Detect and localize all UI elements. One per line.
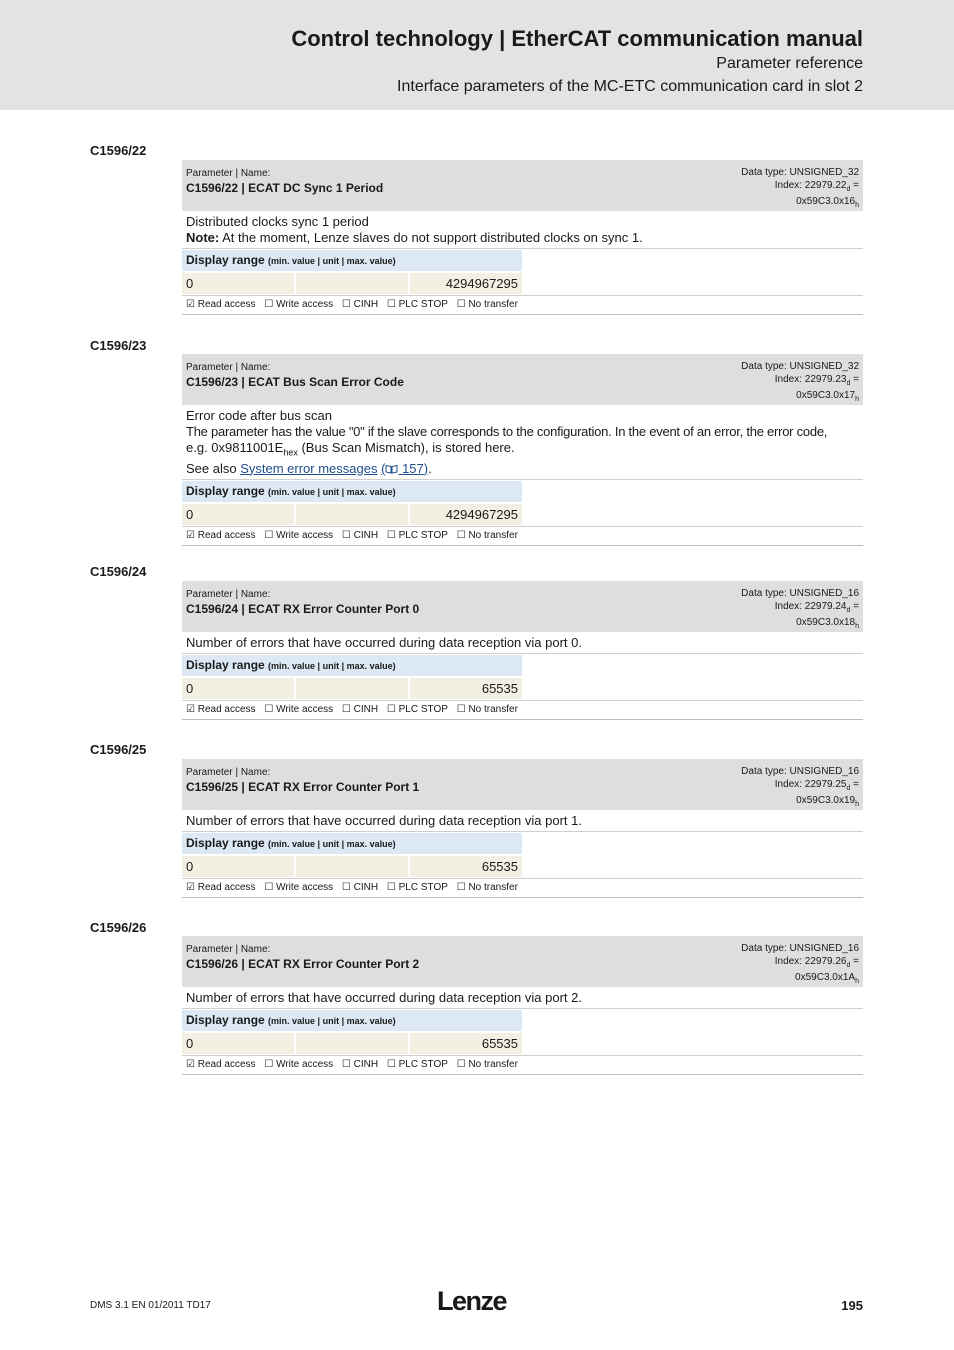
cinh-flag: ☐ CINH (341, 299, 379, 310)
max-value: 65535 (410, 856, 522, 877)
desc-line: The parameter has the value "0" if the slave corresponds to the configuration. In the event of an error, the error code, (186, 424, 828, 439)
max-value: 65535 (410, 1033, 522, 1054)
no-transfer-flag: ☐ No transfer (456, 529, 518, 541)
param-description (182, 632, 863, 654)
data-type: Data type: UNSIGNED_32 (741, 167, 859, 178)
display-range-title: Display range (min. value | unit | max. value) (182, 1010, 522, 1031)
data-type: Data type: UNSIGNED_16 (741, 588, 859, 599)
data-type: Data type: UNSIGNED_16 (741, 766, 859, 777)
param-name: C1596/23 | ECAT Bus Scan Error Code (186, 375, 404, 389)
unit-value (296, 273, 408, 294)
plc-stop-flag: ☐ PLC STOP (386, 299, 448, 310)
unit-value (296, 504, 408, 525)
max-value: 4294967295 (410, 504, 522, 525)
display-range (182, 480, 863, 527)
index-hex: 0x59C3.0x1A (795, 972, 856, 983)
unit-value (296, 678, 408, 699)
param-name: C1596/22 | ECAT DC Sync 1 Period (186, 181, 384, 195)
see-also-line: See also System error messages ( 157). (186, 460, 432, 476)
read-access-flag: ☑ Read access (186, 882, 256, 893)
data-type: Data type: UNSIGNED_32 (741, 361, 859, 372)
display-range (182, 832, 863, 879)
access-flags (182, 527, 863, 546)
desc-line: e.g. $0x9811001E_{hex}$ (Bus Scan Mismatch), is stored here. (186, 440, 515, 458)
param-description (182, 987, 863, 1009)
access-flags (182, 1056, 863, 1075)
chapter-title: Parameter reference (716, 55, 863, 72)
index-dec: Index: 22979.24 (774, 600, 847, 612)
desc-line: Number of errors that have occurred during data reception via port 2. (186, 990, 582, 1005)
plc-stop-flag: ☐ PLC STOP (386, 529, 448, 541)
param-name: C1596/26 | ECAT RX Error Counter Port 2 (186, 957, 420, 971)
index-dec: Index: 22979.25 (774, 778, 847, 790)
display-range-title: Display range (min. value | unit | max. value) (182, 250, 522, 271)
max-value: 4294967295 (410, 273, 522, 294)
lenze-logo (437, 1287, 517, 1315)
index-dec: Index: 22979.22 (774, 179, 847, 191)
page-header (0, 0, 954, 110)
note-line (186, 230, 859, 246)
data-type-info: Data type: UNSIGNED_32 Index: $22979.22_d$ = $0x59C3.0x16_h$ (741, 167, 859, 209)
param-description (182, 211, 863, 249)
param-label: Parameter | Name: (186, 944, 271, 955)
param-table (182, 581, 863, 720)
no-transfer-flag: ☐ No transfer (456, 299, 518, 310)
data-type-info: Data type: UNSIGNED_16 Index: $22979.26_d$ = $0x59C3.0x1A_h$ (741, 943, 859, 985)
no-transfer-flag: ☐ No transfer (456, 1059, 518, 1070)
display-range (182, 1009, 863, 1056)
min-value: 0 (182, 678, 294, 699)
display-range (182, 249, 863, 296)
min-value: 0 (182, 504, 294, 525)
write-access-flag: ☐ Write access (264, 882, 334, 893)
page-reference-link[interactable]: ( 157) (381, 460, 429, 476)
access-flags (182, 296, 863, 315)
param-label: Parameter | Name: (186, 168, 271, 179)
cinh-flag: ☐ CINH (341, 1059, 379, 1070)
param-table (182, 354, 863, 546)
param-label: Parameter | Name: (186, 767, 271, 778)
display-range-title: Display range (min. value | unit | max. value) (182, 481, 522, 502)
param-header (182, 354, 863, 405)
data-type-info: Data type: UNSIGNED_16 Index: $22979.25_d$ = $0x59C3.0x19_h$ (741, 766, 859, 808)
cinh-flag: ☐ CINH (341, 529, 379, 541)
index-hex: 0x59C3.0x19 (796, 795, 856, 806)
param-header (182, 759, 863, 810)
manual-title: Control technology | EtherCAT communication manual (291, 26, 863, 51)
section-code: C1596/23 (90, 338, 147, 353)
desc-line: Number of errors that have occurred during data reception via port 1. (186, 813, 582, 828)
cinh-flag: ☐ CINH (341, 882, 379, 893)
write-access-flag: ☐ Write access (264, 704, 334, 715)
min-value: 0 (182, 1033, 294, 1054)
document-id: DMS 3.1 EN 01/2011 TD17 (90, 1300, 211, 1311)
section-code: C1596/26 (90, 920, 147, 935)
display-range (182, 654, 863, 701)
min-value: 0 (182, 856, 294, 877)
unit-value (296, 1033, 408, 1054)
param-header (182, 936, 863, 987)
plc-stop-flag: ☐ PLC STOP (386, 704, 448, 715)
data-type: Data type: UNSIGNED_16 (741, 943, 859, 954)
param-table (182, 759, 863, 898)
min-value: 0 (182, 273, 294, 294)
cinh-flag: ☐ CINH (341, 704, 379, 715)
unit-value (296, 856, 408, 877)
param-header (182, 581, 863, 632)
param-label: Parameter | Name: (186, 362, 271, 373)
desc-line: Number of errors that have occurred during data reception via port 0. (186, 635, 582, 650)
system-error-messages-link[interactable]: System error messages (240, 460, 378, 476)
data-type-info: Data type: UNSIGNED_16 Index: $22979.24_d$ = $0x59C3.0x18_h$ (741, 588, 859, 630)
param-table (182, 160, 863, 315)
section-code: C1596/22 (90, 143, 147, 158)
param-description (182, 405, 863, 480)
data-type-info: Data type: UNSIGNED_32 Index: $22979.23_d$ = $0x59C3.0x17_h$ (741, 361, 859, 403)
section-title: Interface parameters of the MC-ETC communication card in slot 2 (397, 78, 863, 95)
read-access-flag: ☑ Read access (186, 1059, 256, 1070)
read-access-flag: ☑ Read access (186, 704, 256, 715)
write-access-flag: ☐ Write access (264, 1059, 334, 1070)
index-hex: 0x59C3.0x17 (796, 390, 856, 401)
param-label: Parameter | Name: (186, 589, 271, 600)
access-flags (182, 879, 863, 898)
note-label: Note: (186, 230, 220, 245)
desc-line: Error code after bus scan (186, 408, 332, 423)
plc-stop-flag: ☐ PLC STOP (386, 882, 448, 893)
index-hex: 0x59C3.0x18 (796, 617, 856, 628)
read-access-flag: ☑ Read access (186, 299, 256, 310)
index-dec: Index: 22979.23 (774, 373, 847, 385)
display-range-title: Display range (min. value | unit | max. value) (182, 655, 522, 676)
access-flags (182, 701, 863, 720)
param-name: C1596/24 | ECAT RX Error Counter Port 0 (186, 602, 420, 616)
plc-stop-flag: ☐ PLC STOP (386, 1059, 448, 1070)
no-transfer-flag: ☐ No transfer (456, 882, 518, 893)
desc-line: Distributed clocks sync 1 period (186, 214, 369, 229)
no-transfer-flag: ☐ No transfer (456, 704, 518, 715)
page-number: 195 (841, 1298, 863, 1313)
param-header (182, 160, 863, 211)
section-code: C1596/24 (90, 564, 147, 579)
book-icon (385, 464, 398, 474)
index-hex: 0x59C3.0x16 (796, 196, 856, 207)
section-code: C1596/25 (90, 742, 147, 757)
max-value: 65535 (410, 678, 522, 699)
param-table (182, 936, 863, 1075)
index-dec: Index: 22979.26 (774, 955, 847, 967)
param-description (182, 810, 863, 832)
param-name: C1596/25 | ECAT RX Error Counter Port 1 (186, 780, 420, 794)
write-access-flag: ☐ Write access (264, 299, 334, 310)
read-access-flag: ☑ Read access (186, 529, 256, 541)
note-text: At the moment, Lenze slaves do not support distributed clocks on sync 1. (222, 230, 643, 245)
display-range-title: Display range (min. value | unit | max. value) (182, 833, 522, 854)
logo-text: Lenze (437, 1287, 507, 1315)
write-access-flag: ☐ Write access (264, 529, 334, 541)
